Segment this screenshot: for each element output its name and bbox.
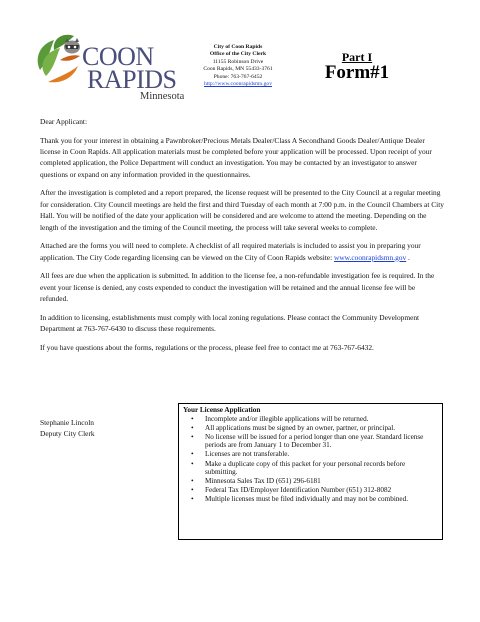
signer-title: Deputy City Clerk [40, 428, 95, 438]
paragraph-investigation: After the investigation is completed and a report prepared, the license request will be presented to the City Council at a regular meeting for consideration. City Council meetings are held the first and third Tuesday of each month at 7:00 p.m. in the Council Chambers at City Hall. You will be notified of the date your application will be considered and are welcome to attend the meeting. Depending on the length of the investigation and the timing of the Council meeting, the process will take several weeks to complete. [40, 188, 444, 232]
paragraph-zoning: In addition to licensing, establishments must comply with local zoning regulations. Please contact the Community Development Department at 763-767-6430 to discuss these requirements. [40, 312, 420, 334]
letter-body [40, 116, 444, 360]
office-website-link[interactable]: http://www.coonrapidsmn.gov [204, 81, 272, 88]
paragraph-attached-forms [40, 240, 444, 263]
license-application-box [178, 403, 443, 540]
list-item: • All applications must be signed by an owner, partner, or principal. [205, 424, 436, 433]
list-item: • Federal Tax ID/Employer Identification Number (651) 312-8082 [205, 486, 436, 495]
paragraph-fees: All fees are due when the application is submitted. In addition to the license fee, a non-refundable investigation fee is required. In the event your license is denied, any costs expended to conduct the investigation will be retained and the annual license fee will be refunded. [40, 271, 435, 304]
office-address [188, 44, 288, 88]
city-logo [34, 30, 185, 102]
paragraph-contact: If you have questions about the forms, regulations or the process, please feel free to contact me at 763-767-6432. [40, 342, 374, 352]
office-line-street: 11155 Robinson Drive [212, 58, 264, 65]
office-line-clerk: Office of the City Clerk [209, 51, 267, 58]
list-item: • Multiple licenses must be filed individually and may not be combined. [205, 495, 436, 504]
greeting: Dear Applicant: [40, 117, 87, 126]
signature-block [40, 418, 95, 439]
website-link[interactable]: www.coonrapidsmn.gov [334, 252, 407, 262]
logo-word-minnesota: Minnesota [140, 91, 185, 102]
paragraph-attached-forms-text: Attached are the forms you will need to complete. A checklist of all required materials is included to assist you in preparing your application. The City Code regarding licensing can be viewed on the City of Coon Rapids website: [40, 241, 421, 262]
list-item: • Minnesota Sales Tax ID (651) 296-6181 [205, 477, 436, 486]
paragraph-attached-forms-end: . [406, 252, 410, 262]
logo-word-rapids: RAPIDS [87, 65, 177, 94]
list-item: • Licenses are not transferable. [205, 450, 436, 459]
list-item: • Incomplete and/or illegible applications will be returned. [205, 415, 436, 424]
license-requirements-list [183, 415, 436, 504]
form-number: Form#1 [324, 62, 390, 83]
office-line-citystate: Coon Rapids, MN 55433-3761 [203, 66, 273, 73]
license-box-title: Your License Application [183, 406, 261, 414]
paragraph-intro: Thank you for your interest in obtaining a Pawnbroker/Precious Metals Dealer/Class A Secondhand Goods Dealer/Antique Dealer license in Coon Rapids. All application materials must be completed before your application will be processed. Upon receipt of your completed application, the Police Department will conduct an investigation. You may be contacted by an investigator to answer questions or expand on any information provided in the questionnaires. [40, 135, 432, 179]
list-item: • No license will be issued for a period longer than one year. Standard license periods are from January 1 to December 31. [205, 433, 436, 450]
logo-word-coon: COON [82, 42, 154, 71]
list-item: • Make a duplicate copy of this packet for your personal records before submitting. [205, 460, 436, 477]
part-label: Part I [341, 50, 373, 64]
office-line-phone: Phone: 763-767-6452 [213, 73, 263, 80]
office-line-city: City of Coon Rapids [213, 44, 263, 50]
signer-name: Stephanie Lincoln [40, 418, 94, 427]
